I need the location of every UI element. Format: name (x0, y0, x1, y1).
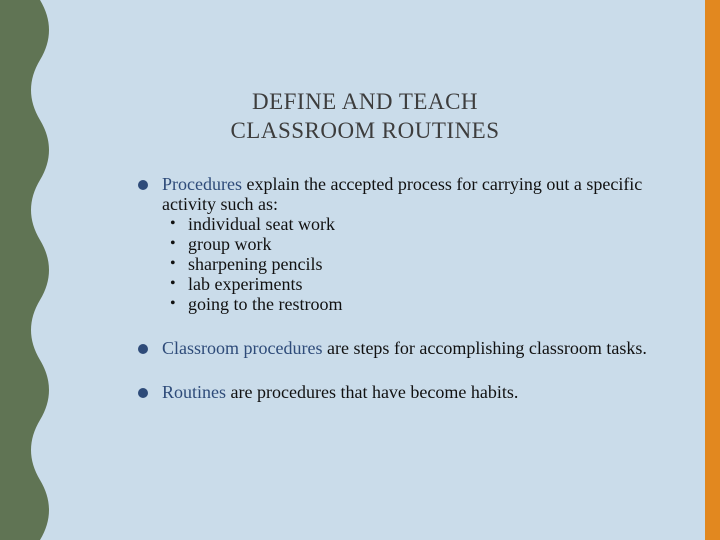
bullet-text (162, 174, 658, 214)
bullet-list (138, 174, 658, 402)
sub-item: • sharpening pencils (162, 254, 658, 274)
bullet-text (162, 338, 658, 358)
bullet-dot-icon (138, 180, 148, 190)
procedure-examples-list (162, 214, 658, 314)
sub-item: • group work (162, 234, 658, 254)
sub-item: • lab experiments (162, 274, 658, 294)
sub-item: • individual seat work (162, 214, 658, 234)
bullet-description: are steps for accomplishing classroom tasks. (322, 338, 647, 358)
term-procedures: Procedures (162, 174, 242, 194)
bullet-dot-icon (138, 388, 148, 398)
bullet-description: explain the accepted process for carrying out a specific activity such as: (162, 174, 643, 214)
bullet-item-routines (138, 382, 658, 402)
term-routines: Routines (162, 382, 227, 402)
wavy-left-band (0, 0, 60, 540)
title-line-2: CLASSROOM ROUTINES (230, 118, 500, 143)
orange-edge-stripe (705, 0, 720, 540)
bullet-text (162, 382, 658, 402)
bullet-description: are procedures that have become habits. (226, 382, 519, 402)
term-classroom-procedures: Classroom procedures (162, 338, 323, 358)
bullet-dot-icon (138, 344, 148, 354)
bullet-item-procedures (138, 174, 658, 314)
slide-title (150, 87, 580, 145)
title-line-1: DEFINE AND TEACH (251, 89, 479, 114)
bullet-item-classroom-procedures (138, 338, 658, 358)
sub-item: • going to the restroom (162, 294, 658, 314)
